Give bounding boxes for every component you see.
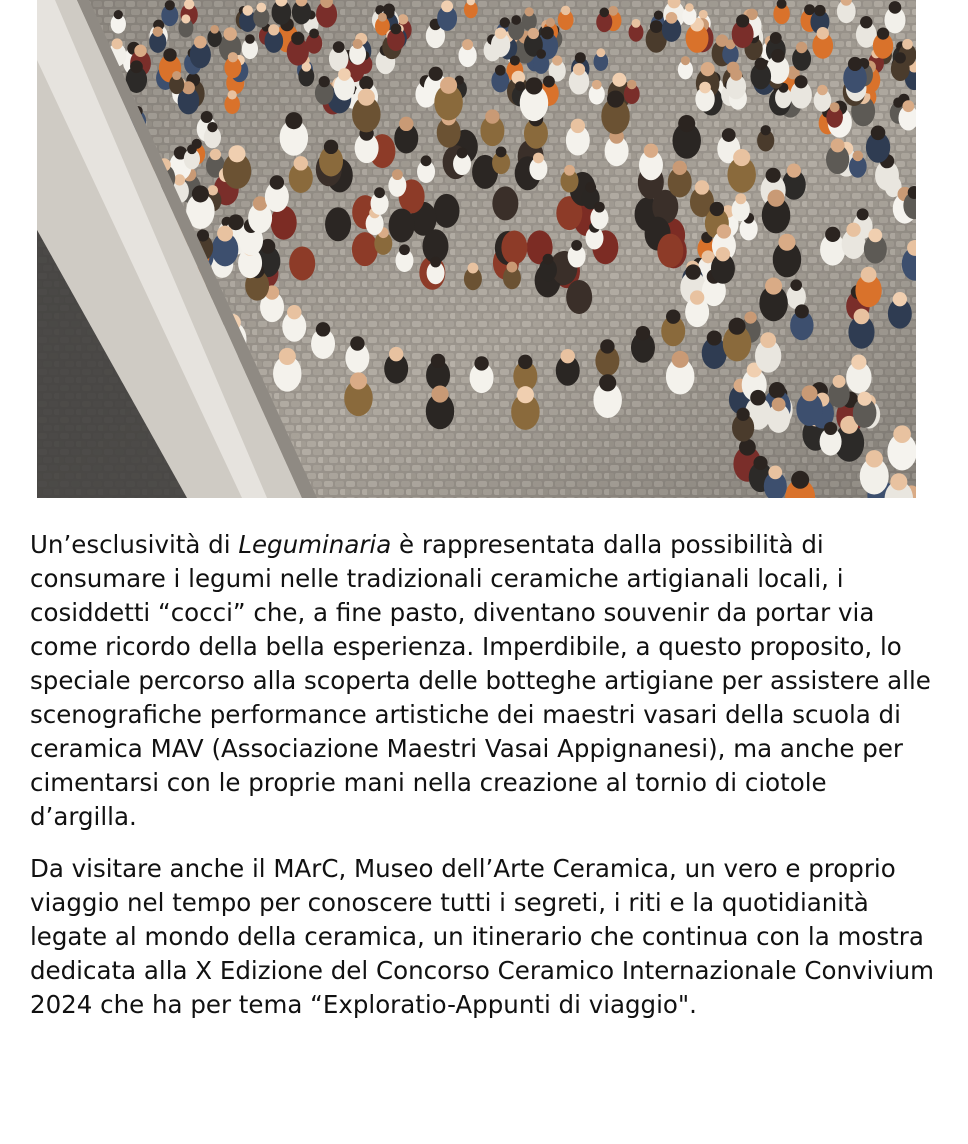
leguminaria-emphasis: Leguminaria bbox=[238, 530, 392, 559]
paragraph-leguminaria bbox=[30, 528, 940, 834]
article-body bbox=[30, 528, 940, 1022]
folk-dance-photo bbox=[37, 0, 916, 498]
paragraph-1-start: Un’esclusività di bbox=[30, 530, 239, 559]
paragraph-marc-museum: Da visitare anche il MArC, Museo dell’Arte Ceramica, un vero e proprio viaggio nel tempo per conoscere tutti i segreti, i riti e la quotidianità legate al mondo della ceramica, un itinerario che continua con la mostra dedicata alla X Edizione del Concorso Ceramico Internazionale Convivium 2024 che ha per tema “Exploratio-Appunti di viaggio". bbox=[30, 854, 934, 1019]
photo-illustration bbox=[37, 0, 916, 498]
paragraph-1-rest: è rappresentata dalla possibilità di consumare i legumi nelle tradizionali ceramiche artigianali locali, i cosiddetti “cocci” che, a fine pasto, diventano souvenir da portar via come ricordo della bella esperienza. Imperdibile, a questo proposito, lo speciale percorso alla scoperta delle botteghe artigiane per assistere alle scenografiche performance artistiche dei maestri vasari della scuola di ceramica MAV (Associazione Maestri Vasai Appignanesi), ma anche per cimentarsi con le proprie mani nella creazione al tornio di ciotole d’argilla. bbox=[30, 530, 931, 831]
